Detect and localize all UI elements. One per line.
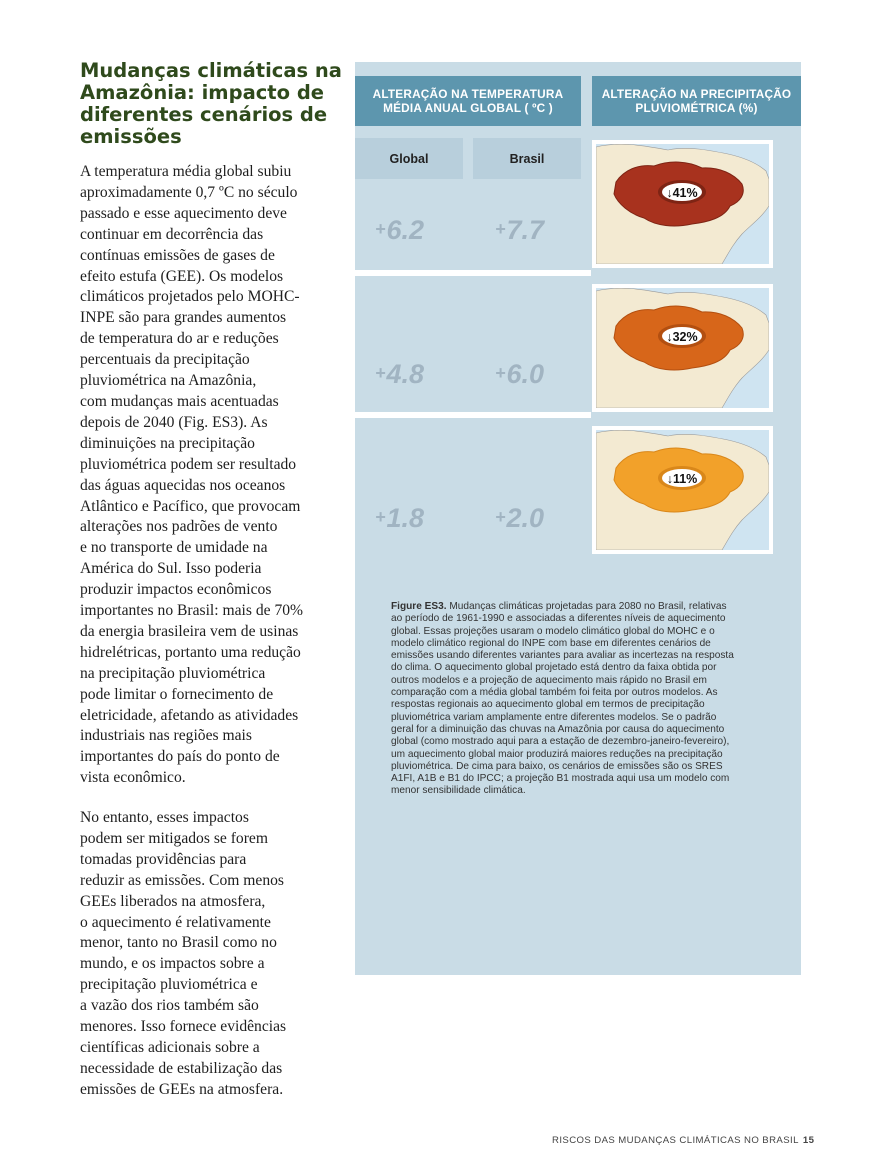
paragraph-line: emissões de GEEs na atmosfera. [80, 1080, 284, 1098]
title-line: diferentes cenários de [80, 103, 328, 126]
paragraph-line: tomadas providências para [80, 850, 247, 868]
paragraph-line: efeito estufa (GEE). Os modelos [80, 267, 284, 285]
caption-line: comparação com a média global também foi feita por outros modelos. As [391, 687, 718, 699]
paragraph-line: Atlântico e Pacífico, que provocam [80, 497, 301, 515]
figure-caption [391, 601, 768, 798]
paragraph-line: continuar em decorrência das [80, 225, 264, 243]
global-temp-number: 4.8 [386, 359, 425, 389]
caption-line [391, 601, 768, 613]
caption-line: pluviométrica variam amplamente entre diferentes modelos. Se o padrão [391, 711, 717, 723]
paragraph-line: da energia brasileira vem de usinas [80, 622, 299, 640]
paragraph-line: industriais nas regiões mais [80, 727, 252, 745]
paragraph-line: aproximadamente 0,7 ºC no século [80, 183, 298, 201]
paragraph-line: pluviométrica podem ser resultado [80, 455, 297, 473]
brasil-temp-number: 7.7 [506, 215, 545, 245]
precip-change-value: 11% [672, 472, 698, 486]
global-temp-value [375, 503, 424, 534]
paragraph-line: menor, tanto no Brasil como no [80, 934, 277, 952]
column-brasil-header: Brasil [473, 138, 581, 179]
precipitation-map [592, 426, 773, 554]
precip-change-value: 41% [672, 186, 698, 200]
paragraph-line: menores. Isso fornece evidências [80, 1018, 287, 1036]
brasil-temp-value [495, 503, 544, 534]
caption-text: Mudanças climáticas projetadas para 2080 no Brasil, relativas [446, 601, 727, 612]
paragraph-line: diminuições na precipitação [80, 434, 255, 452]
precipitation-header-line: ALTERAÇÃO NA PRECIPITAÇÃO [601, 87, 792, 101]
paragraph-line: podem ser mitigados se forem [80, 829, 268, 847]
paragraph-line: No entanto, esses impactos [80, 809, 249, 826]
down-arrow-icon: ↓ [666, 472, 673, 486]
footer-title: RISCOS DAS MUDANÇAS CLIMÁTICAS NO BRASIL [552, 1135, 799, 1146]
caption-line: emissões usando diferentes variantes para avaliar as incertezas na resposta [391, 650, 734, 662]
south-america-map-icon [596, 144, 769, 264]
svg-text:↓41% [666, 186, 697, 200]
paragraph-line: América do Sul. Isso poderia [80, 560, 262, 578]
temperature-header-line: ALTERAÇÃO NA TEMPERATURA [372, 87, 564, 101]
caption-line: um aquecimento global maior produzirá maiores reduções na precipitação [391, 748, 723, 760]
paragraph-line: passado e esse aquecimento deve [80, 204, 287, 222]
paragraph-line: necessidade de estabilização das [80, 1059, 283, 1077]
paragraph-line: reduzir as emissões. Com menos [80, 871, 284, 889]
plus-sign: + [375, 507, 386, 527]
caption-line: menor sensibilidade climática. [391, 785, 526, 797]
down-arrow-icon: ↓ [666, 330, 673, 344]
precipitation-header-line: PLUVIOMÉTRICA (%) [635, 101, 758, 115]
south-america-map-icon [596, 430, 769, 550]
paragraph-line: vista econômico. [80, 769, 186, 787]
paragraph-line: GEEs liberados na atmosfera, [80, 892, 266, 910]
paragraph-line: hidrelétricas, portanto uma redução [80, 643, 301, 661]
caption-line: global. Essas projeções usaram o modelo climático global do MOHC e o [391, 625, 715, 637]
caption-line: global (como mostrado aqui para a estação de dezembro-janeiro-fevereiro), [391, 736, 730, 748]
paragraph-line: precipitação pluviométrica e [80, 976, 258, 994]
svg-text:↓32% [666, 330, 697, 344]
brasil-temp-number: 2.0 [506, 503, 545, 533]
caption-label: Figure ES3. [391, 601, 447, 612]
paragraph-line: o aquecimento é relativamente [80, 913, 271, 931]
paragraph-line: a vazão dos rios também são [80, 997, 259, 1015]
down-arrow-icon: ↓ [666, 186, 673, 200]
global-temp-number: 1.8 [386, 503, 425, 533]
page-footer [552, 1135, 814, 1146]
paragraph-line: pluviométrica na Amazônia, [80, 372, 257, 390]
figure-es3-panel [355, 62, 801, 975]
brasil-temp-value [495, 359, 544, 390]
caption-line: A1FI, A1B e B1 do IPCC; a projeção B1 mostrada aqui usa um modelo com [391, 773, 730, 785]
caption-line: outros modelos e a projeção de aquecimento mais rápido no Brasil em [391, 674, 707, 686]
paragraph-line: importantes no Brasil: mais de 70% [80, 602, 304, 620]
plus-sign: + [375, 219, 386, 239]
paragraph-line: pode limitar o fornecimento de [80, 685, 274, 703]
caption-line: geral for a diminuição das chuvas na Amazônia por causa do aquecimento [391, 723, 725, 735]
paragraph-line: científicas adicionais sobre a [80, 1038, 260, 1056]
article-title [80, 60, 340, 148]
paragraph-line: na precipitação pluviométrica [80, 664, 266, 682]
title-line: Amazônia: impacto de [80, 81, 324, 104]
title-line: Mudanças climáticas na [80, 59, 342, 82]
precipitation-map [592, 284, 773, 412]
paragraph-line: importantes do país do ponto de [80, 748, 280, 766]
plus-sign: + [495, 507, 506, 527]
south-america-map-icon [596, 288, 769, 408]
brasil-temp-value [495, 215, 544, 246]
precipitation-header [592, 76, 801, 126]
paragraph-line: depois de 2040 (Fig. ES3). As [80, 413, 268, 431]
temperature-header-line: MÉDIA ANUAL GLOBAL ( ºC ) [383, 101, 553, 115]
plus-sign: + [375, 363, 386, 383]
paragraph-line: com mudanças mais acentuadas [80, 392, 279, 410]
precipitation-map [592, 140, 773, 268]
caption-line: do clima. O aquecimento global projetado está dentro da faixa obtida por [391, 662, 717, 674]
paragraph-line: de temperatura do ar e reduções [80, 330, 279, 348]
paragraph-line: produzir impactos econômicos [80, 581, 272, 599]
paragraph-line: das águas aquecidas nos oceanos [80, 476, 286, 494]
paragraph-line: climáticos projetados pelo MOHC- [80, 288, 300, 306]
caption-line: respostas regionais ao aquecimento global em termos de precipitação [391, 699, 705, 711]
caption-line: pluviométrica. De cima para baixo, os cenários de emissões são os SRES [391, 760, 723, 772]
plus-sign: + [495, 363, 506, 383]
paragraph-line: e no transporte de umidade na [80, 539, 268, 557]
paragraph-line: alterações nos padrões de vento [80, 518, 278, 536]
global-temp-value [375, 359, 424, 390]
plus-sign: + [495, 219, 506, 239]
temperature-header [355, 76, 581, 126]
precip-change-value: 32% [672, 330, 698, 344]
body-paragraph-1 [80, 162, 338, 789]
svg-text:↓11% [667, 472, 698, 486]
caption-line: modelo climático regional do INPE com base em diferentes cenários de [391, 637, 711, 649]
paragraph-line: eletricidade, afetando as atividades [80, 706, 299, 724]
paragraph-line: INPE são para grandes aumentos [80, 309, 287, 327]
paragraph-line: percentuais da precipitação [80, 351, 250, 369]
global-temp-value [375, 215, 424, 246]
column-global-header: Global [355, 138, 463, 179]
paragraph-line: contínuas emissões de gases de [80, 246, 275, 264]
row-divider [355, 270, 591, 276]
row-divider [355, 412, 591, 418]
body-paragraph-2 [80, 808, 338, 1101]
title-line: emissões [80, 125, 182, 148]
paragraph-line: A temperatura média global subiu [80, 163, 292, 180]
paragraph-line: mundo, e os impactos sobre a [80, 955, 265, 973]
caption-line: ao período de 1961-1990 e associadas a diferentes níveis de aquecimento [391, 613, 726, 625]
global-temp-number: 6.2 [386, 215, 425, 245]
page-number: 15 [802, 1135, 815, 1146]
brasil-temp-number: 6.0 [506, 359, 545, 389]
